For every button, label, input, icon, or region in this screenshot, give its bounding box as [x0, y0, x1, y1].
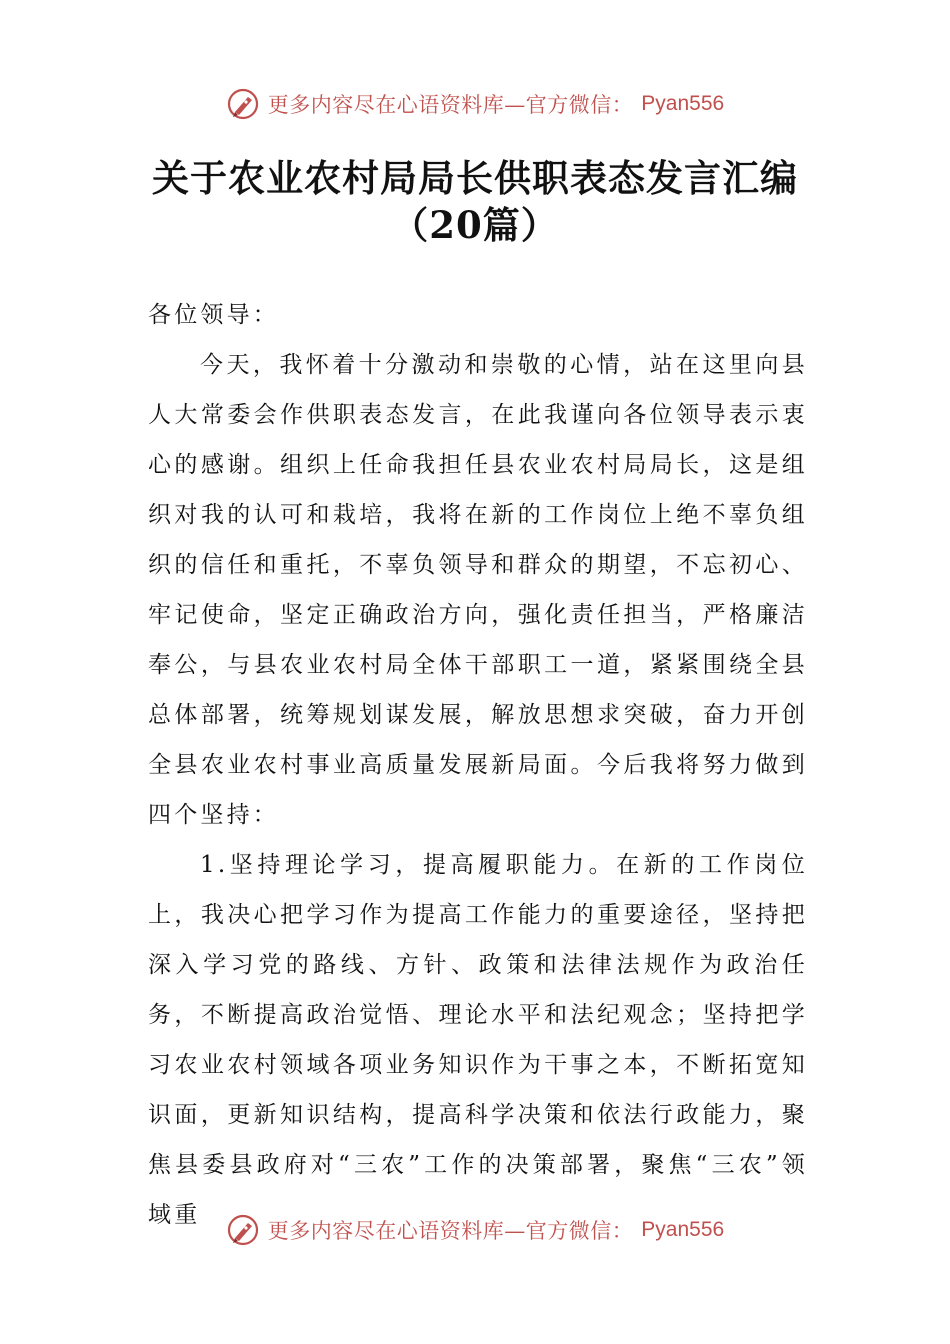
footer-banner-wechat-id: Pyan556: [641, 1218, 725, 1241]
paragraph-1: 今天，我怀着十分激动和崇敬的心情，站在这里向县人大常委会作供职表态发言，在此我谨向各位领导表示衷心的感谢。组织上任命我担任县农业农村局局长，这是组织对我的认可和栽培，我将在新的工作岗位上绝不辜负组织的信任和重托，不辜负领导和群众的期望，不忘初心、牢记使命，坚定正确政治方向，强化责任担当，严格廉洁奉公，与县农业农村局全体干部职工一道，紧紧围绕全县总体部署，统筹规划谋发展，解放思想求突破，奋力开创全县农业农村事业高质量发展新局面。今后我将努力做到四个坚持：: [148, 352, 808, 828]
header-banner: [0, 84, 950, 124]
banner-wechat-id: Pyan556: [641, 92, 725, 115]
banner-text: 更多内容尽在心语资料库—官方微信：: [267, 93, 634, 117]
paragraph-2: 1.坚持理论学习，提高履职能力。在新的工作岗位上，我决心把学习作为提高工作能力的重要途径，坚持把深入学习党的路线、方针、政策和法律法规作为政治任务，不断提高政治觉悟、理论水平和法纪观念；坚持把学习农业农村领域各项业务知识作为干事之本，不断拓宽知识面，更新知识结构，提高科学决策和依法行政能力，聚焦县委县政府对“三农”工作的决策部署，聚焦“三农”领域重: [148, 852, 808, 1228]
pen-nib-logo-icon: [226, 1213, 260, 1247]
document-body: [148, 290, 808, 1240]
salutation: 各位领导：: [148, 302, 279, 328]
pen-nib-logo-icon: [226, 87, 260, 121]
footer-banner: [0, 1210, 950, 1250]
document-title: 关于农业农村局局长供职表态发言汇编: [152, 156, 798, 200]
footer-banner-text: 更多内容尽在心语资料库—官方微信：: [267, 1219, 634, 1243]
document-subtitle: （20篇）: [391, 203, 559, 247]
